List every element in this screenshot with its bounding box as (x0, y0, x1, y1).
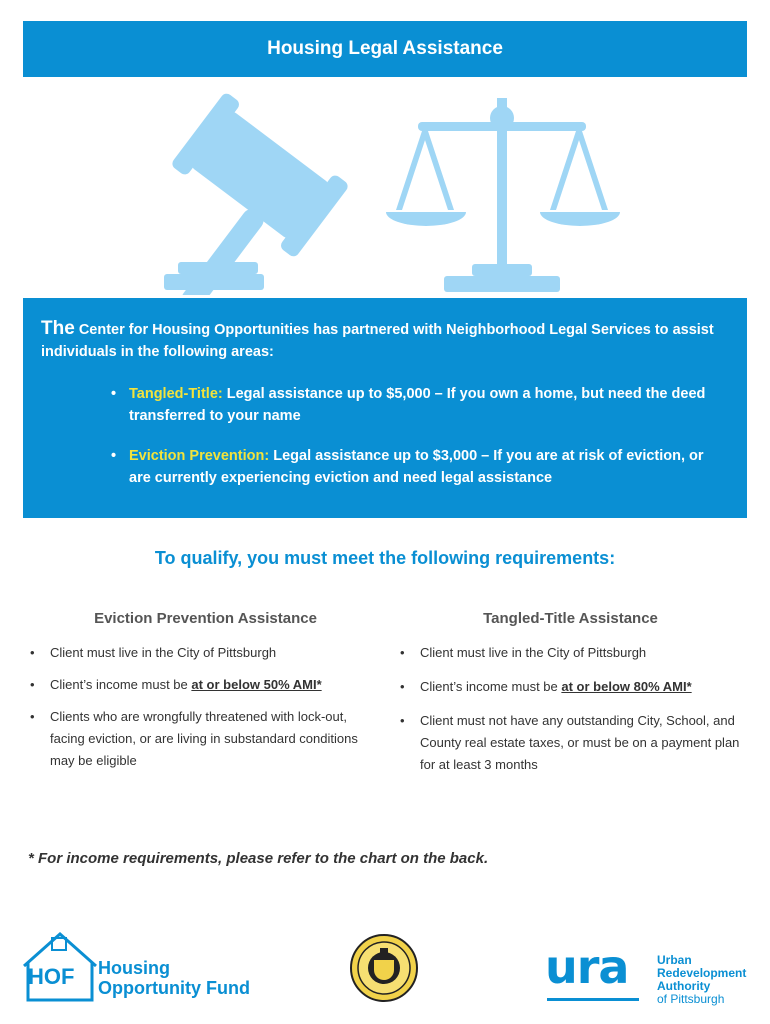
list-item (28, 674, 383, 696)
ura-name-line: Urban (657, 953, 692, 967)
tangled-title-requirements (398, 608, 743, 788)
eviction-requirements (28, 608, 383, 782)
ura-name (657, 954, 746, 1006)
hero-illustration (150, 80, 630, 295)
service-text: Legal assistance up to $3,000 – If you are at risk of eviction, or are currently experiencing eviction and need legal assistance (129, 448, 704, 486)
tangled-heading: Tangled-Title Assistance (483, 610, 658, 627)
footnote: * For income requirements, please refer to the chart on the back. (28, 850, 489, 867)
list-item: • Client must not have any outstanding City, School, and County real estate taxes, or must be on a payment plan for at least 3 months (398, 710, 743, 776)
list-item: • Client must live in the City of Pittsburgh (28, 642, 383, 664)
scales-icon (386, 98, 620, 292)
hof-abbreviation: HOF (28, 964, 75, 989)
tangled-list (398, 642, 743, 776)
intro-paragraph (41, 318, 729, 363)
gavel-icon (150, 91, 350, 295)
intro-text: Center for Housing Opportunities has partnered with Neighborhood Legal Services to assist individuals in the following areas: (41, 322, 714, 360)
page-title: Housing Legal Assistance (267, 38, 503, 59)
ura-underline (547, 998, 639, 1001)
service-label: Tangled-Title: (129, 386, 223, 402)
service-label: Eviction Prevention: (129, 448, 270, 464)
service-list (41, 383, 729, 489)
intro-lead-word: The (41, 318, 75, 339)
ura-name-line: of Pittsburgh (657, 992, 725, 1006)
title-bar (23, 21, 747, 77)
hof-name-line: Housing (98, 958, 170, 978)
eviction-heading: Eviction Prevention Assistance (94, 610, 317, 627)
list-item: • Client must live in the City of Pittsburgh (398, 642, 743, 664)
ura-name-line: Redevelopment (657, 966, 747, 980)
income-threshold: at or below 80% AMI* (561, 679, 692, 694)
info-box (23, 298, 747, 518)
hof-name (98, 958, 250, 998)
list-item (398, 676, 743, 698)
list-item: • Clients who are wrongfully threatened with lock-out, facing eviction, or are living in substandard conditions may be eligible (28, 706, 383, 772)
service-item-tangled-title (111, 383, 729, 427)
ura-abbreviation: ura (545, 940, 629, 994)
ura-name-line: Authority (657, 979, 711, 993)
city-seal-icon (350, 934, 418, 1002)
qualify-heading: To qualify, you must meet the following requirements: (154, 548, 616, 568)
hof-logo (22, 928, 272, 1004)
ura-logo (545, 940, 755, 1010)
service-text: Legal assistance up to $5,000 – If you own a home, but need the deed transferred to your name (129, 386, 706, 424)
list-item-text: Client’s income must be (420, 679, 562, 694)
eviction-list (28, 642, 383, 772)
list-item-text: Client’s income must be (50, 677, 192, 692)
income-threshold: at or below 50% AMI* (191, 677, 322, 692)
hof-name-line: Opportunity Fund (98, 978, 250, 998)
service-item-eviction-prevention (111, 445, 729, 489)
